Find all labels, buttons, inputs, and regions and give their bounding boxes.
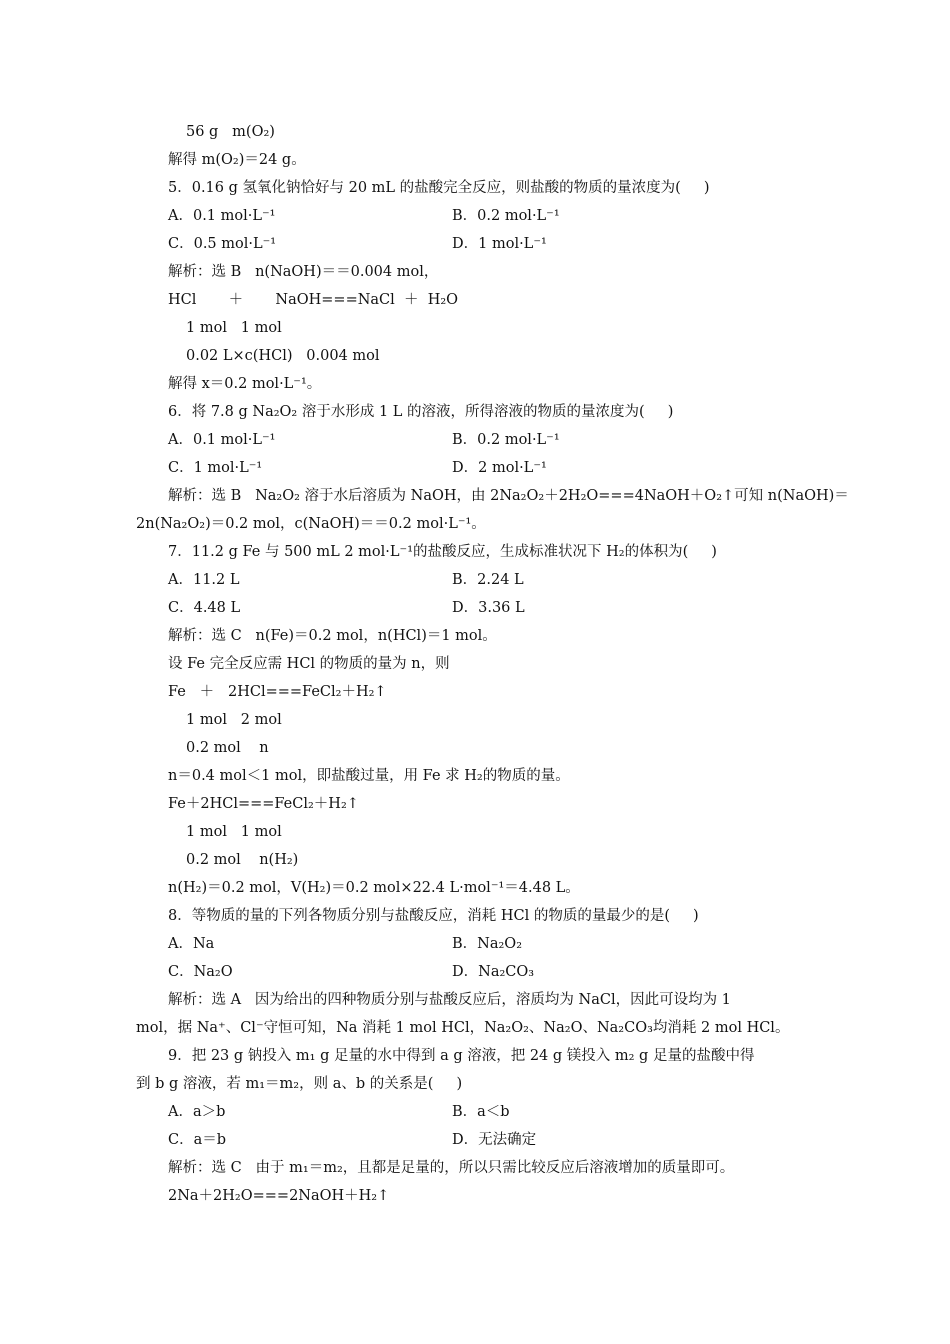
answer-line: 解得 m(O₂)＝24 g。	[168, 152, 306, 168]
q7-option-d: D．3.36 L	[452, 600, 525, 616]
q9-analysis: 解析：选 C 由于 m₁＝m₂，且都是足量的，所以只需比较反应后溶液增加的质量即可。	[168, 1160, 735, 1176]
q7-ratio-2: 1 mol 1 mol	[186, 824, 282, 840]
q6-option-c: C．1 mol·L⁻¹	[168, 460, 263, 476]
q6-analysis-cont: 2n(Na₂O₂)＝0.2 mol，c(NaOH)＝＝0.2 mol·L⁻¹。	[136, 516, 486, 532]
q7-assume: 设 Fe 完全反应需 HCl 的物质的量为 n，则	[168, 656, 450, 672]
q7-values-2: 0.2 mol n(H₂)	[186, 852, 299, 868]
q7-option-a: A．11.2 L	[168, 572, 240, 588]
q6-option-d: D．2 mol·L⁻¹	[452, 460, 547, 476]
question-6: 6．将 7.8 g Na₂O₂ 溶于水形成 1 L 的溶液，所得溶液的物质的量浓度为( )	[168, 404, 674, 420]
q9-option-c: C．a＝b	[168, 1132, 227, 1148]
question-8: 8．等物质的量的下列各物质分别与盐酸反应，消耗 HCl 的物质的量最少的是( )	[168, 908, 699, 924]
calc-line: 56 g m(O₂)	[186, 124, 275, 140]
q8-analysis-cont: mol，据 Na⁺、Cl⁻守恒可知，Na 消耗 1 mol HCl，Na₂O₂、Na₂O、Na₂CO₃均消耗 2 mol HCl。	[136, 1020, 790, 1036]
q7-equation-2: Fe＋2HCl===FeCl₂＋H₂↑	[168, 796, 359, 812]
q7-analysis: 解析：选 C n(Fe)＝0.2 mol，n(HCl)＝1 mol。	[168, 628, 497, 644]
q7-equation: Fe ＋ 2HCl===FeCl₂＋H₂↑	[168, 684, 387, 700]
q7-option-b: B．2.24 L	[452, 572, 524, 588]
q9-option-b: B．a＜b	[452, 1104, 510, 1120]
question-9-cont: 到 b g 溶液，若 m₁＝m₂，则 a、b 的关系是( )	[136, 1076, 463, 1092]
q8-analysis: 解析：选 A 因为给出的四种物质分别与盐酸反应后，溶质均为 NaCl，因此可设均为 1	[168, 992, 731, 1008]
q5-values: 0.02 L×c(HCl) 0.004 mol	[186, 348, 380, 364]
q8-option-a: A．Na	[168, 936, 215, 952]
q5-ratio: 1 mol 1 mol	[186, 320, 282, 336]
q8-option-c: C．Na₂O	[168, 964, 233, 980]
q6-analysis: 解析：选 B Na₂O₂ 溶于水后溶质为 NaOH，由 2Na₂O₂＋2H₂O===4NaOH＋O₂↑可知 n(NaOH)＝	[168, 488, 849, 504]
question-9: 9．把 23 g 钠投入 m₁ g 足量的水中得到 a g 溶液，把 24 g 镁投入 m₂ g 足量的盐酸中得	[168, 1048, 755, 1064]
q5-option-c: C．0.5 mol·L⁻¹	[168, 236, 277, 252]
q8-option-d: D．Na₂CO₃	[452, 964, 535, 980]
question-5: 5．0.16 g 氢氧化钠恰好与 20 mL 的盐酸完全反应，则盐酸的物质的量浓度为( )	[168, 180, 710, 196]
q7-ratio: 1 mol 2 mol	[186, 712, 282, 728]
q6-option-b: B．0.2 mol·L⁻¹	[452, 432, 560, 448]
q7-values: 0.2 mol n	[186, 740, 269, 756]
q7-option-c: C．4.48 L	[168, 600, 241, 616]
q5-analysis: 解析：选 B n(NaOH)＝＝0.004 mol，	[168, 264, 439, 280]
q5-option-a: A．0.1 mol·L⁻¹	[168, 208, 276, 224]
q6-option-a: A．0.1 mol·L⁻¹	[168, 432, 276, 448]
q9-option-a: A．a＞b	[168, 1104, 226, 1120]
q5-option-d: D．1 mol·L⁻¹	[452, 236, 547, 252]
q5-result: 解得 x＝0.2 mol·L⁻¹。	[168, 376, 322, 392]
q8-option-b: B．Na₂O₂	[452, 936, 523, 952]
q9-equation: 2Na＋2H₂O===2NaOH＋H₂↑	[168, 1188, 390, 1204]
q5-equation: HCl ＋ NaOH===NaCl ＋ H₂O	[168, 292, 459, 308]
q5-option-b: B．0.2 mol·L⁻¹	[452, 208, 560, 224]
q9-option-d: D．无法确定	[452, 1132, 537, 1148]
q7-result: n(H₂)＝0.2 mol，V(H₂)＝0.2 mol×22.4 L·mol⁻¹＝4.48 L。	[168, 880, 580, 896]
question-7: 7．11.2 g Fe 与 500 mL 2 mol·L⁻¹的盐酸反应，生成标准状况下 H₂的体积为( )	[168, 544, 717, 560]
q7-excess: n＝0.4 mol＜1 mol，即盐酸过量，用 Fe 求 H₂的物质的量。	[168, 768, 570, 784]
